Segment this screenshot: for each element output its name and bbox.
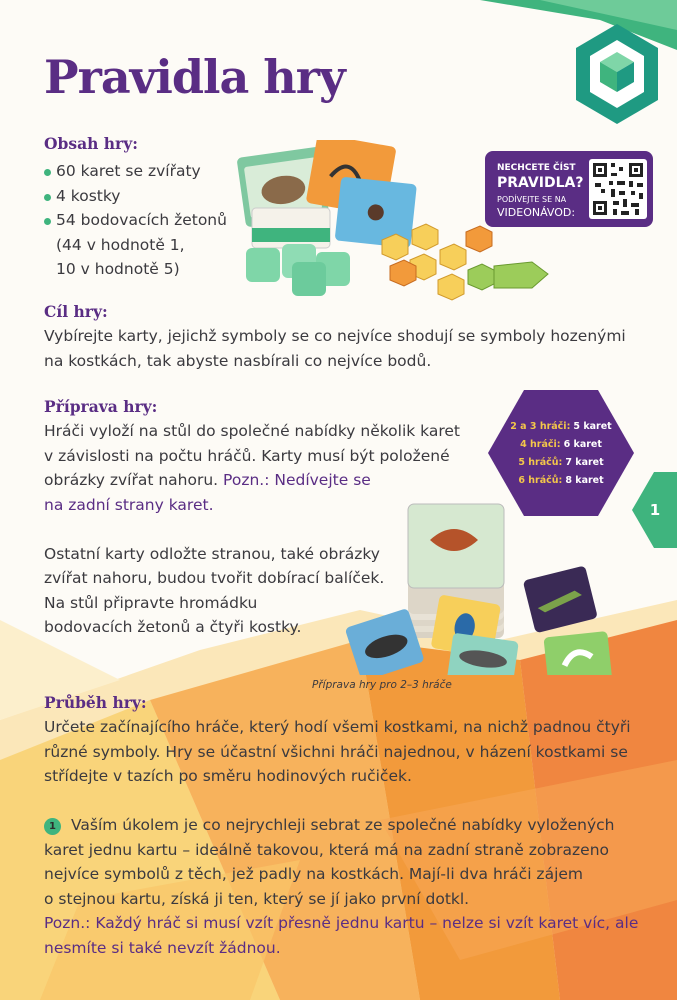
setup-note: Pozn.: Nedívejte se [223,471,371,489]
page-number: 1 [649,501,661,519]
text-line: Hráči vyloží na stůl do společné nabídky několik karet [44,422,461,440]
setup-heading: Příprava hry: [44,397,158,416]
setup-section [44,397,474,640]
text-line: na kostkách, tak abyste nasbírali co nejvíce bodů. [44,351,432,370]
text-line: Na stůl připravte hromádku [44,593,258,612]
play-note: nesmíte si také nevzít žádnou. [44,938,281,957]
text-line: o stejnou kartu, získá ji ten, který se jí jako první dotkl. [44,889,470,908]
text-line: karet jednu kartu – ideálně takovou, která má na zadní straně zobrazeno [44,840,610,859]
video-box-line: VIDEONÁVOD: [497,206,576,219]
list-item: 54 bodovacích žetonů [44,208,244,233]
text-line: Vybírejte karty, jejichž symboly se co nejvíce shodují se symboly hozenými [44,327,626,345]
qr-code-icon[interactable] [589,159,647,219]
page-title: Pravidla hry [44,50,345,104]
goal-section [44,302,654,373]
video-box-line: PRAVIDLA? [497,175,584,191]
setup-note: na zadní strany karet. [44,495,214,514]
player-count-row: 5 hráčů: 7 karet [518,457,604,468]
text-line: zvířat nahoru, budou tvořit dobírací balíček. [44,569,385,587]
cube-logo-icon [572,22,662,126]
text-line: 1 Vaším úkolem je co nejrychleji sebrat ze společné nabídky vyložených [44,813,664,838]
contents-heading: Obsah hry: [44,134,138,153]
contents-section [44,134,244,282]
text-line: obrázky zvířat nahoru. Pozn.: Nedívejte se [44,471,371,489]
step-number-badge: 1 [44,818,61,835]
player-count-row: 4 hráči: 6 karet [520,439,602,450]
play-heading: Průběh hry: [44,693,147,712]
player-count-row: 6 hráčů: 8 karet [518,475,604,486]
video-tutorial-box[interactable] [485,151,653,227]
text-line: bodovacích žetonů a čtyři kostky. [44,618,302,636]
video-box-line: NECHCETE ČÍST [497,163,576,173]
bullet-icon [44,169,51,176]
list-item: 60 karet se zvířaty [44,159,244,184]
list-item: 10 v hodnotě 5) [56,260,180,278]
page-number-tab [632,472,677,548]
text-line: střídejte v tazích po směru hodinových ručiček. [44,767,412,785]
text-line: v závislosti na počtu hráčů. Karty musí být položené [44,446,450,465]
goal-heading: Cíl hry: [44,302,108,321]
play-note: Pozn.: Každý hráč si musí vzít přesně jednu kartu – nelze si vzít karet víc, ale [44,914,639,932]
player-count-hexagon [488,390,634,516]
bullet-icon [44,194,51,201]
setup-caption: Příprava hry pro 2–3 hráče [312,679,452,691]
list-item: (44 v hodnotě 1, [56,235,185,254]
player-count-row: 2 a 3 hráči: 5 karet [510,421,612,432]
video-box-line: PODÍVEJTE SE NA [497,195,567,204]
play-section [44,693,664,960]
bullet-icon [44,218,51,225]
text-line: nejvíce symbolů z těch, jež padly na kostkách. Mají-li dva hráči zájem [44,865,584,883]
text-line: Ostatní karty odložte stranou, také obrázky [44,544,380,563]
text-line: Určete začínajícího hráče, který hodí všemi kostkami, na nichž padnou čtyři [44,718,631,736]
text-line: různé symboly. Hry se účastní všichni hráči najednou, v házení kostkami se [44,742,628,761]
list-item: 4 kostky [44,184,244,209]
